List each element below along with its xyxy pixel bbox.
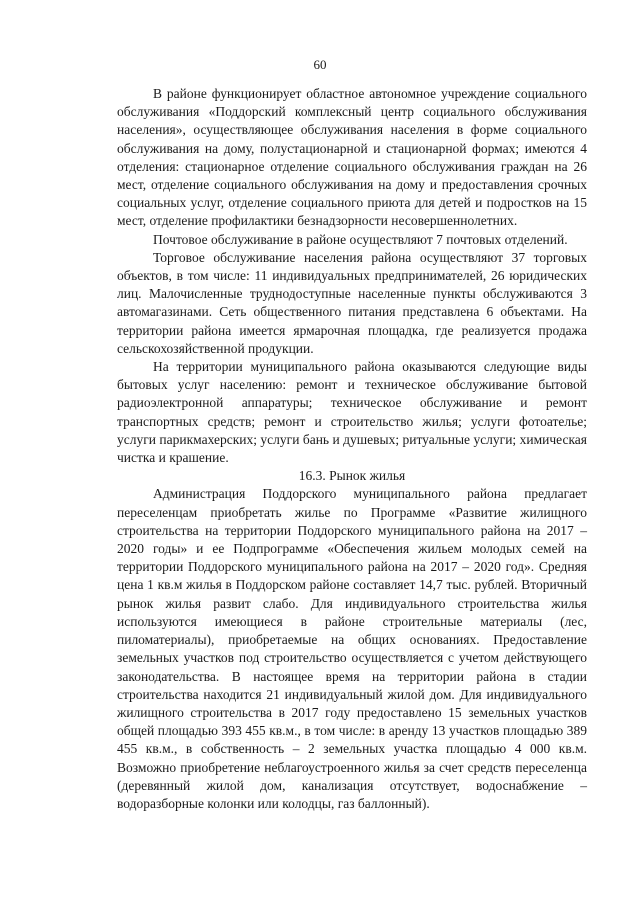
paragraph-housing-market: Администрация Поддорского муниципального района предлагает переселенцам приобретать жилье по Программе «Развитие жилищного строительства на территории Поддорского муниципального района на 2017 – 2020 годы» и ее Подпрограмме «Обеспечения жильем молодых семей на территории Поддорского муниципального района на 2017 – 2020 год». Средняя цена 1 кв.м жилья в Поддорском районе составляет 14,7 тыс. рублей. Вторичный рынок жилья развит слабо. Для индивидуального строительства жилья используются имеющиеся в районе строительные материалы (лес, пиломатериалы), приобретаемые на общих основаниях. Предоставление земельных участков под строительство осуществляется с учетом действующего законодательства. В настоящее время на территории района в стадии строительства находится 21 индивидуальный жилой дом. Для индивидуального жилищного строительства в 2017 году предоставлено 15 земельных участков общей площадью 393 455 кв.м., в том числе: в аренду 13 участков площадью 389 455 кв.м., в собственность – 2 земельных участка площадью 4 000 кв.м. Возможно приобретение неблагоустроенного жилья за счет средств переселенца (деревянный жилой дом, канализация отсутствует, водоснабжение – водоразборные колонки или колодцы, газ баллонный).: [117, 486, 587, 811]
section-heading: 16.3. Рынок жилья: [298, 468, 406, 484]
page-number: 60: [313, 57, 327, 72]
paragraph-trade-services: Торговое обслуживание населения района осуществляют 37 торговых объектов, в том числе: 11 индивидуальных предпринимателей, 26 юридических лиц. Малочисленные труднодоступные населенные пункты обслуживаются 3 автомагазинами. Сеть общественного питания представлена 6 объектами. На территории района имеется ярмарочная площадка, где реализуется продажа сельскохозяйственной продукции.: [117, 249, 587, 356]
paragraph-social-services: В районе функционирует областное автономное учреждение социального обслуживания «Поддорский комплексный центр социального обслуживания населения», осуществляющее обслуживания населения в форме социального обслуживания на дому, полустационарной и стационарной формах; имеются 4 отделения: стационарное отделение социального обслуживания граждан на 26 мест, отделение социального обслуживания на дому и предоставления срочных социальных услуг, отделение социального приюта для детей и подростков на 15 мест, отделение профилактики безнадзорности несовершеннолетних.: [117, 86, 587, 229]
page-body: [117, 85, 587, 813]
paragraph-postal-services: Почтовое обслуживание в районе осуществляют 7 почтовых отделений.: [153, 231, 568, 247]
paragraph-consumer-services: На территории муниципального района оказываются следующие виды бытовых услуг населению: ремонт и техническое обслуживание бытовой радиоэлектронной аппаратуры; техническое обслуживание и ремонт транспортных средств; ремонт и строительство жилья; услуги фотоателье; услуги парикмахерских; услуги бань и душевых; ритуальные услуги; химическая чистка и крашение.: [117, 359, 587, 466]
